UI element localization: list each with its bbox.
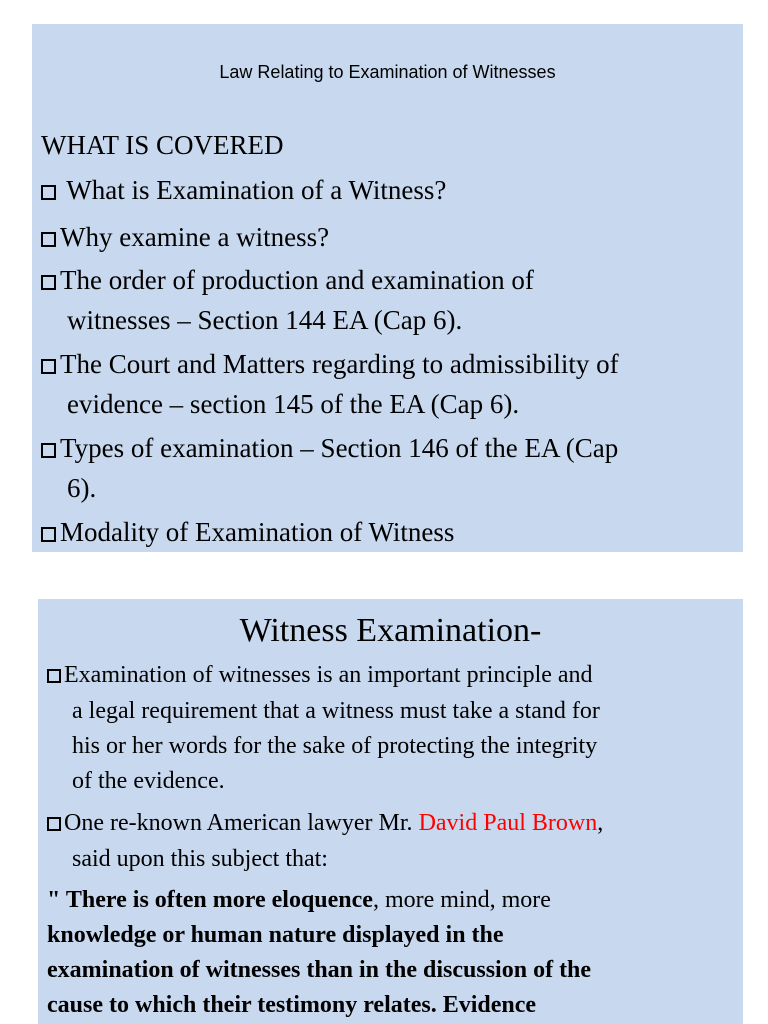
slide1-title: Law Relating to Examination of Witnesses — [219, 62, 556, 82]
covered-item-3-cont: witnesses – Section 144 EA (Cap 6). — [67, 305, 463, 335]
para1-line3: his or her words for the sake of protecting the integrity — [72, 733, 598, 759]
checkbox-bullet-icon — [41, 527, 56, 542]
para2-line2: said upon this subject that: — [72, 846, 328, 872]
covered-item-3: The order of production and examination of — [41, 260, 534, 300]
checkbox-bullet-icon — [47, 669, 61, 683]
quote-line4: cause to which their testimony relates. Evidence — [47, 992, 537, 1018]
checkbox-bullet-icon — [47, 817, 61, 831]
quote-line3: examination of witnesses than in the discussion of the — [47, 957, 592, 983]
covered-item-1: What is Examination of a Witness? — [41, 170, 446, 210]
checkbox-bullet-icon — [41, 359, 56, 374]
checkbox-bullet-icon — [41, 232, 56, 247]
para1-line4: of the evidence. — [72, 768, 225, 794]
checkbox-bullet-icon — [41, 275, 56, 290]
david-paul-brown-name: David Paul Brown — [418, 810, 598, 836]
covered-item-5-cont: 6). — [67, 473, 97, 503]
para1-line1: Examination of witnesses is an important principle and — [47, 658, 593, 693]
para1-line2: a legal requirement that a witness must take a stand for — [72, 698, 600, 724]
covered-item-5: Types of examination – Section 146 of the EA (Cap — [41, 428, 618, 468]
slide2-title: Witness Examination- — [239, 612, 542, 649]
quote-line2: knowledge or human nature displayed in the — [47, 922, 504, 948]
checkbox-bullet-icon — [41, 443, 56, 458]
slide1-heading: WHAT IS COVERED — [41, 130, 284, 160]
covered-item-4-cont: evidence – section 145 of the EA (Cap 6). — [67, 389, 520, 419]
para2-line1: One re-known American lawyer Mr. David Paul Brown, — [47, 806, 603, 841]
covered-item-2: Why examine a witness? — [41, 217, 329, 257]
covered-item-6: Modality of Examination of Witness — [41, 512, 454, 552]
checkbox-bullet-icon — [41, 185, 56, 200]
quote-line1: " There is often more eloquence, more mind, more — [47, 887, 551, 913]
covered-item-4: The Court and Matters regarding to admissibility of — [41, 344, 619, 384]
